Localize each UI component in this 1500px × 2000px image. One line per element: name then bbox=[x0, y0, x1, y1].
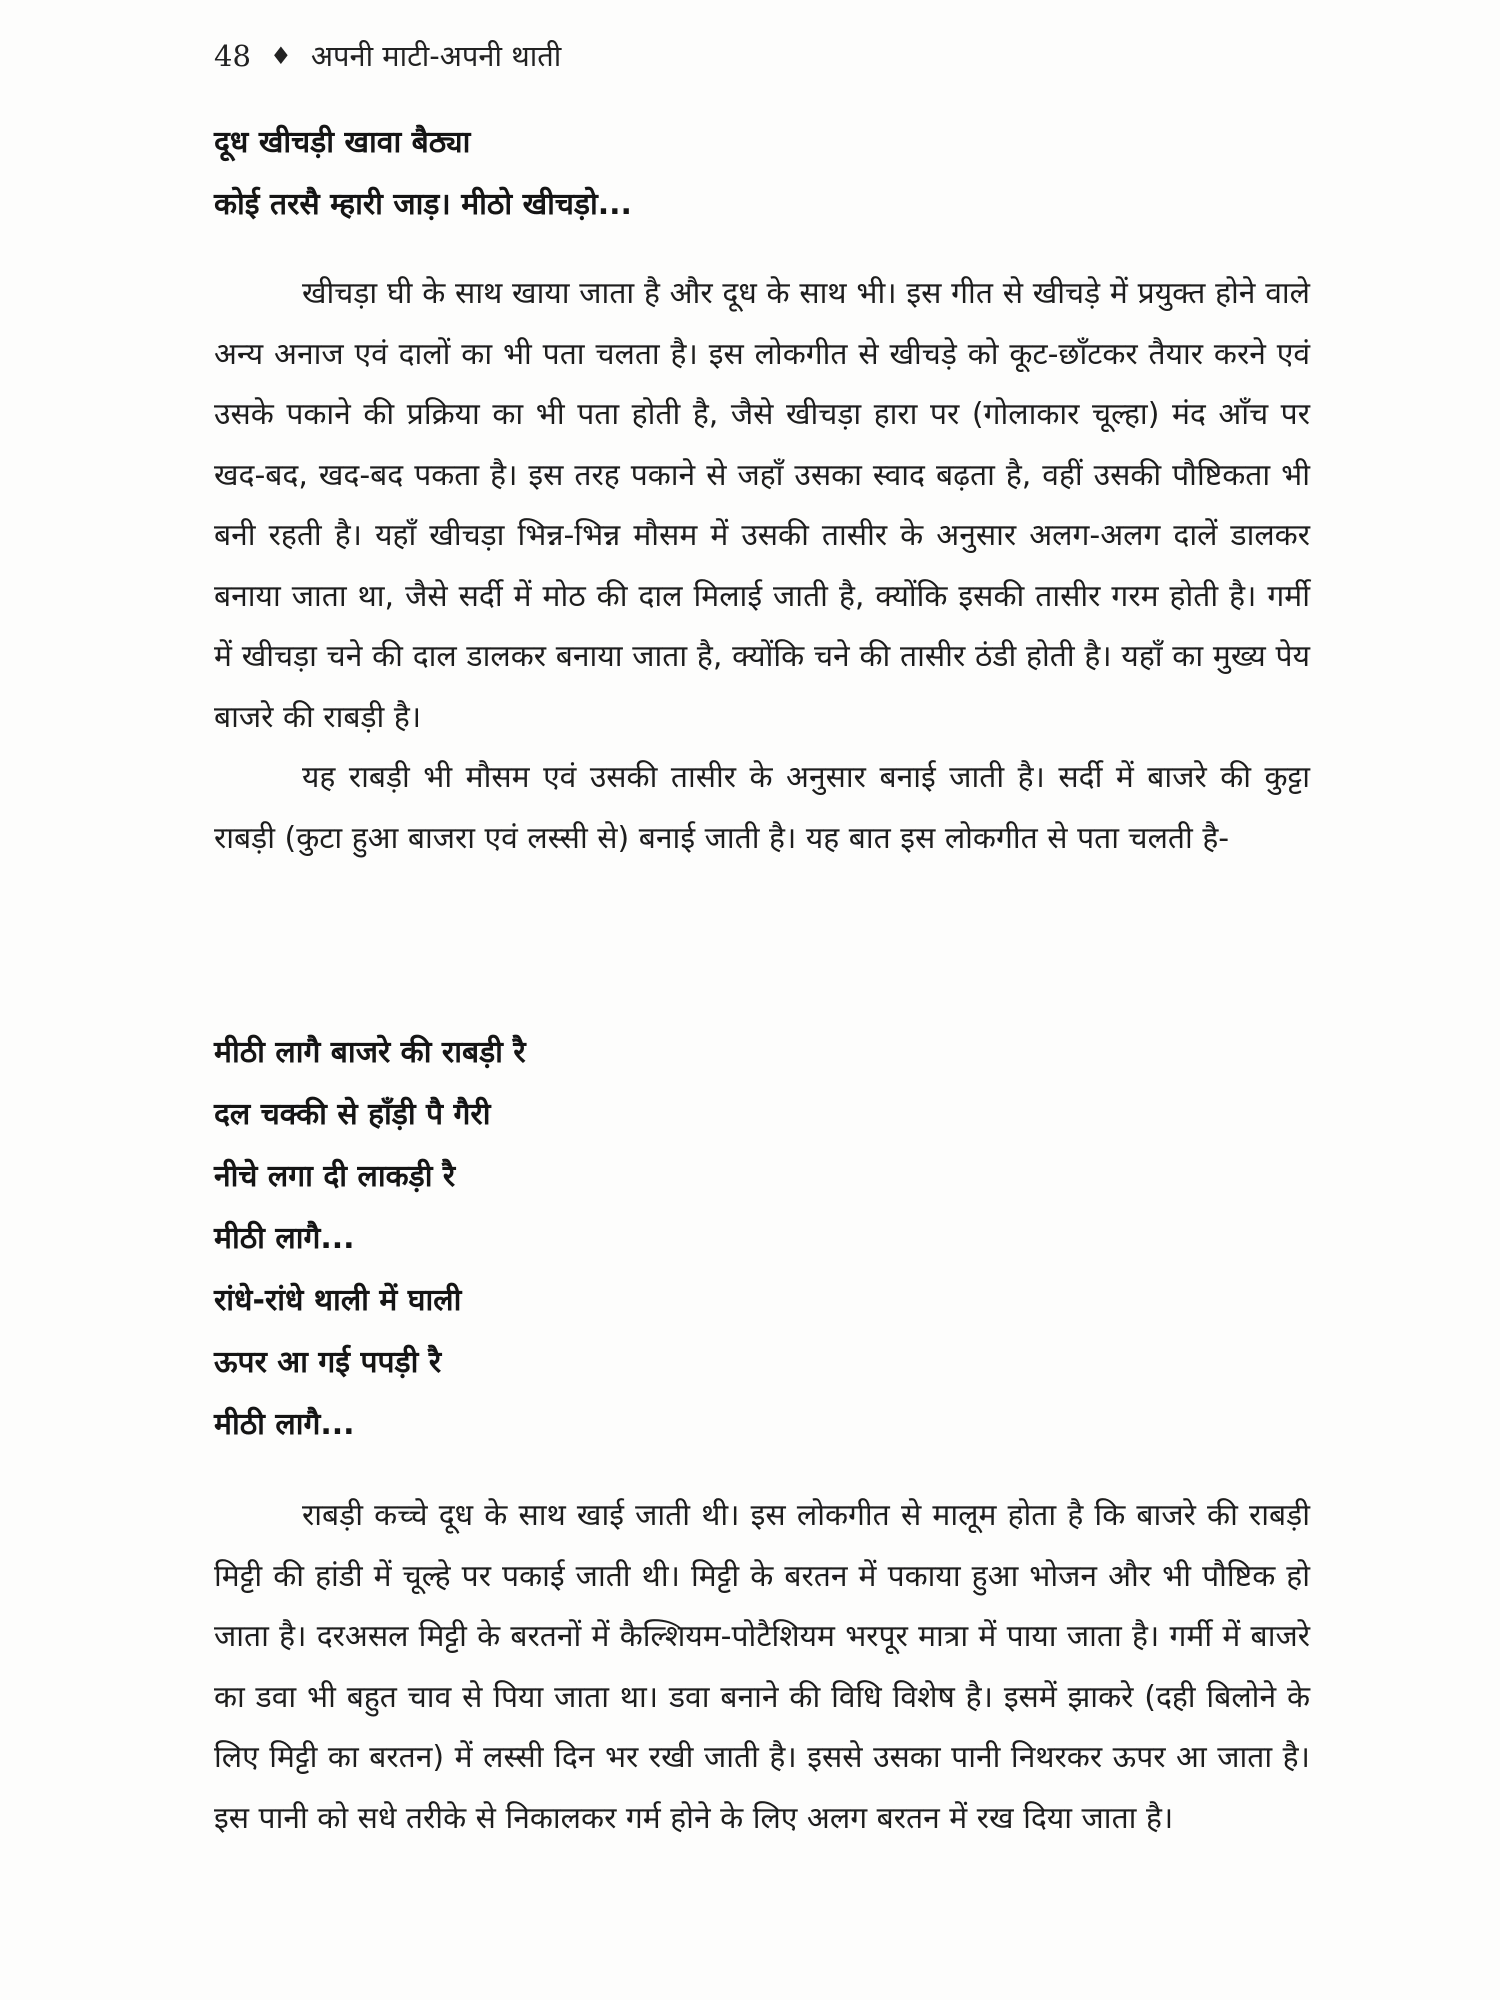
diamond-separator-icon: ♦ bbox=[270, 42, 292, 70]
page-number: 48 bbox=[214, 39, 251, 73]
verse-block-2 bbox=[214, 1022, 526, 1456]
verse-line: मीठी लागै बाजरे की राबड़ी रै bbox=[214, 1035, 526, 1070]
verse-block-1 bbox=[214, 112, 632, 236]
prose-block-2 bbox=[214, 1486, 1310, 1849]
verse-line: मीठी लागै... bbox=[214, 1407, 355, 1442]
verse-line: दूध खीचड़ी खावा बैठ्या bbox=[214, 125, 471, 160]
verse-line: कोई तरसै म्हारी जाड़। मीठो खीचड़ो... bbox=[214, 187, 632, 222]
paragraph: खीचड़ा घी के साथ खाया जाता है और दूध के साथ भी। इस गीत से खीचड़े में प्रयुक्त होने वाले अन्य अनाज एवं दालों का भी पता चलता है। इस लोकगीत से खीचड़े को कूट-छाँटकर तैयार करने एवं उसके पकाने की प्रक्रिया का भी पता होती है, जैसे खीचड़ा हारा पर (गोलाकार चूल्हा) मंद आँच पर खद-बद, खद-बद पकता है। इस तरह पकाने से जहाँ उसका स्वाद बढ़ता है, वहीं उसकी पौष्टिकता भी बनी रहती है। यहाँ खीचड़ा भिन्न-भिन्न मौसम में उसकी तासीर के अनुसार अलग-अलग दालें डालकर बनाया जाता था, जैसे सर्दी में मोठ की दाल मिलाई जाती है, क्योंकि इसकी तासीर गरम होती है। गर्मी में खीचड़ा चने की दाल डालकर बनाया जाता है, क्योंकि चने की तासीर ठंडी होती है। यहाँ का मुख्य पेय बाजरे की राबड़ी है। bbox=[214, 276, 1310, 735]
page-header bbox=[214, 34, 561, 78]
verse-line: रांधे-रांधे थाली में घाली bbox=[214, 1283, 462, 1318]
paragraph: राबड़ी कच्चे दूध के साथ खाई जाती थी। इस लोकगीत से मालूम होता है कि बाजरे की राबड़ी मिट्टी की हांडी में चूल्हे पर पकाई जाती थी। मिट्टी के बरतन में पकाया हुआ भोजन और भी पौष्टिक हो जाता है। दरअसल मिट्टी के बरतनों में कैल्शियम-पोटैशियम भरपूर मात्रा में पाया जाता है। गर्मी में बाजरे का डवा भी बहुत चाव से पिया जाता था। डवा बनाने की विधि विशेष है। इसमें झाकरे (दही बिलोने के लिए मिट्टी का बरतन) में लस्सी दिन भर रखी जाती है। इससे उसका पानी निथरकर ऊपर आ जाता है। इस पानी को सधे तरीके से निकालकर गर्म होने के लिए अलग बरतन में रख दिया जाता है। bbox=[214, 1498, 1310, 1836]
prose-block-1 bbox=[214, 264, 1310, 869]
verse-line: मीठी लागै... bbox=[214, 1221, 355, 1256]
paragraph: यह राबड़ी भी मौसम एवं उसकी तासीर के अनुसार बनाई जाती है। सर्दी में बाजरे की कुट्टा राबड़ी (कुटा हुआ बाजरा एवं लस्सी से) बनाई जाती है। यह बात इस लोकगीत से पता चलती है- bbox=[214, 760, 1310, 856]
verse-line: दल चक्की से हाँड़ी पै गैरी bbox=[214, 1097, 491, 1132]
verse-line: ऊपर आ गई पपड़ी रै bbox=[214, 1345, 442, 1380]
book-title: अपनी माटी-अपनी थाती bbox=[310, 39, 562, 73]
verse-line: नीचे लगा दी लाकड़ी रै bbox=[214, 1159, 456, 1194]
